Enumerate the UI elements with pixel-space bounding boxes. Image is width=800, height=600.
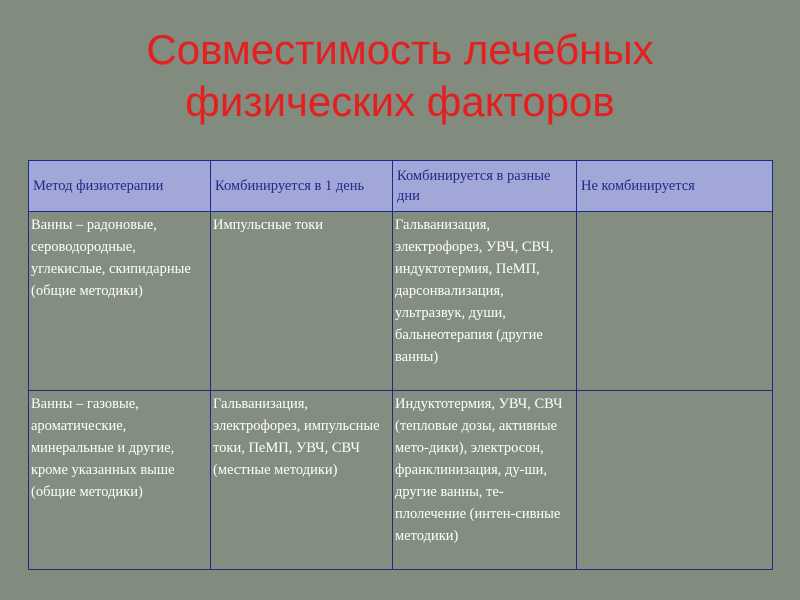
cell-different-days: Индуктотермия, УВЧ, СВЧ (тепловые дозы, активные мето-дики), электросон, франклинизация, ду-ши, другие ванны, те-плолечение (интен-сивные методики) xyxy=(393,391,577,570)
cell-method: Ванны – газовые, ароматические, минеральные и другие, кроме указанных выше (общие методики) xyxy=(29,391,211,570)
table-row xyxy=(29,391,773,570)
header-different-days: Комбинируется в разные дни xyxy=(393,161,577,212)
header-method: Метод физиотерапии xyxy=(29,161,211,212)
cell-different-days: Гальванизация, электрофорез, УВЧ, СВЧ, индуктотермия, ПеМП, дарсонвализация, ультразвук, души, бальнеотерапия (другие ванны) xyxy=(393,212,577,391)
cell-same-day: Гальванизация, электрофорез, импульсные токи, ПеМП, УВЧ, СВЧ (местные методики) xyxy=(211,391,393,570)
compatibility-table xyxy=(28,160,773,570)
cell-same-day: Импульсные токи xyxy=(211,212,393,391)
table-header-row xyxy=(29,161,773,212)
title-line-1: Совместимость лечебных xyxy=(146,26,654,73)
cell-not-combined xyxy=(577,212,773,391)
header-same-day: Комбинируется в 1 день xyxy=(211,161,393,212)
cell-not-combined xyxy=(577,391,773,570)
header-not-combined: Не комбинируется xyxy=(577,161,773,212)
title-line-2: физических факторов xyxy=(185,78,615,125)
cell-method: Ванны – радоновые, сероводородные, углекислые, скипидарные (общие методики) xyxy=(29,212,211,391)
page-title xyxy=(0,24,800,128)
table-row xyxy=(29,212,773,391)
